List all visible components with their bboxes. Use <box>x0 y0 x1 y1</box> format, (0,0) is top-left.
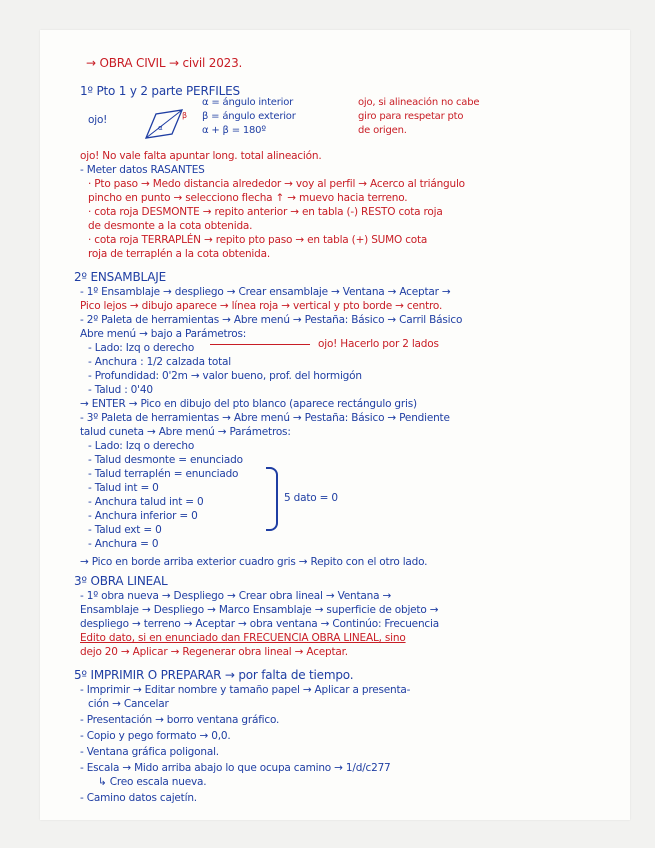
meter-rasantes: - Meter datos RASANTES <box>80 164 205 176</box>
param-lado: - Lado: Izq o derecho <box>88 342 195 354</box>
param-talud: - Talud : 0'40 <box>88 384 153 396</box>
angle-sum: α + β = 180º <box>202 125 266 136</box>
imprimir-line-4: - Copio y pego formato → 0,0. <box>80 730 231 742</box>
cota-desmonte-line-2: de desmonte a la cota obtenida. <box>88 220 253 232</box>
alpha-definition: α = ángulo interior <box>202 97 294 108</box>
param-talud-terraplen: - Talud terraplén = enunciado <box>88 468 239 480</box>
param-profundidad: - Profundidad: 0'2m → valor bueno, prof. del hormigón <box>88 370 362 382</box>
ensamblaje-line-3: - 2º Paleta de herramientas → Abre menú → Pestaña: Básico → Carril Básico <box>80 314 463 326</box>
svg-text:β: β <box>182 111 188 120</box>
ensamblaje-line-6: talud cuneta → Abre menú → Parámetros: <box>80 426 291 438</box>
section-1-heading: 1º Pto 1 y 2 parte PERFILES <box>80 84 240 98</box>
ensamblaje-line-5: - 3º Paleta de herramientas → Abre menú → Pestaña: Básico → Pendiente <box>80 412 450 424</box>
cota-terraplen-line-2: roja de terraplén a la cota obtenida. <box>88 248 270 260</box>
page-title: → OBRA CIVIL → civil 2023. <box>86 56 243 70</box>
ojo-note-2: giro para respetar pto <box>358 111 464 122</box>
ojo-label: ojo! <box>88 114 108 126</box>
pto-paso-line-2: pincho en punto → selecciono flecha ↑ → muevo hacia terreno. <box>88 192 408 204</box>
obra-lineal-line-3: despliego → terreno → Aceptar → obra ventana → Continúo: Frecuencia <box>80 618 439 630</box>
section-2-heading: 2º ENSAMBLAJE <box>74 270 166 284</box>
pto-paso-line-1: · Pto paso → Medo distancia alrededor → voy al perfil → Acerco al triángulo <box>88 178 465 190</box>
param-talud-desmonte: - Talud desmonte = enunciado <box>88 454 243 466</box>
param-anchura-talud: - Anchura talud int = 0 <box>88 496 204 508</box>
cota-desmonte-line-1: · cota roja DESMONTE → repito anterior → en tabla (-) RESTO cota roja <box>88 206 443 218</box>
imprimir-line-1: - Imprimir → Editar nombre y tamaño papel → Aplicar a presenta- <box>80 684 411 696</box>
imprimir-line-8: - Camino datos cajetín. <box>80 792 197 804</box>
param-talud-int: - Talud int = 0 <box>88 482 159 494</box>
param-lado-2: - Lado: Izq o derecho <box>88 440 195 452</box>
obra-lineal-line-4: Edito dato, si en enunciado dan FRECUENCIA OBRA LINEAL, sino <box>80 632 406 644</box>
ensamblaje-line-2: Pico lejos → dibujo aparece → línea roja → vertical y pto borde → centro. <box>80 300 443 312</box>
imprimir-line-7: ↳ Creo escala nueva. <box>98 776 207 788</box>
obra-lineal-line-5: dejo 20 → Aplicar → Regenerar obra lineal → Aceptar. <box>80 646 348 658</box>
ojo-note-1: ojo, si alineación no cabe <box>358 97 480 108</box>
param-anchura: - Anchura : 1/2 calzada total <box>88 356 231 368</box>
svg-text:α: α <box>158 124 163 132</box>
five-data-zero: 5 dato = 0 <box>284 492 338 504</box>
imprimir-line-5: - Ventana gráfica poligonal. <box>80 746 219 758</box>
section-5-heading: 5º IMPRIMIR O PREPARAR → por falta de tiempo. <box>74 668 354 682</box>
imprimir-line-2: ción → Cancelar <box>88 698 169 710</box>
beta-definition: β = ángulo exterior <box>202 111 296 122</box>
obra-lineal-line-1: - 1º obra nueva → Despliego → Crear obra lineal → Ventana → <box>80 590 392 602</box>
angle-diagram <box>142 108 190 142</box>
ojo-note-3: de origen. <box>358 125 407 136</box>
ojo-two-sides: ojo! Hacerlo por 2 lados <box>318 338 439 350</box>
imprimir-line-6: - Escala → Mido arriba abajo lo que ocupa camino → 1/d/c277 <box>80 762 391 774</box>
ensamblaje-line-1: - 1º Ensamblaje → despliego → Crear ensamblaje → Ventana → Aceptar → <box>80 286 451 298</box>
param-talud-ext: - Talud ext = 0 <box>88 524 162 536</box>
ojo-cotas-note: ojo! No vale falta apuntar long. total alineación. <box>80 150 322 162</box>
param-anchura-zero: - Anchura = 0 <box>88 538 159 550</box>
param-anchura-inferior: - Anchura inferior = 0 <box>88 510 198 522</box>
enter-step: → ENTER → Pico en dibujo del pto blanco (aparece rectángulo gris) <box>80 398 417 410</box>
brace <box>266 467 278 531</box>
imprimir-line-3: - Presentación → borro ventana gráfico. <box>80 714 280 726</box>
cota-terraplen-line-1: · cota roja TERRAPLÉN → repito pto paso → en tabla (+) SUMO cota <box>88 234 428 246</box>
pico-borde-step: → Pico en borde arriba exterior cuadro gris → Repito con el otro lado. <box>80 556 428 568</box>
ensamblaje-line-4: Abre menú → bajo a Parámetros: <box>80 328 247 340</box>
arrow-line <box>210 344 310 345</box>
obra-lineal-line-2: Ensamblaje → Despliego → Marco Ensamblaje → superficie de objeto → <box>80 604 439 616</box>
section-3-heading: 3º OBRA LINEAL <box>74 574 168 588</box>
